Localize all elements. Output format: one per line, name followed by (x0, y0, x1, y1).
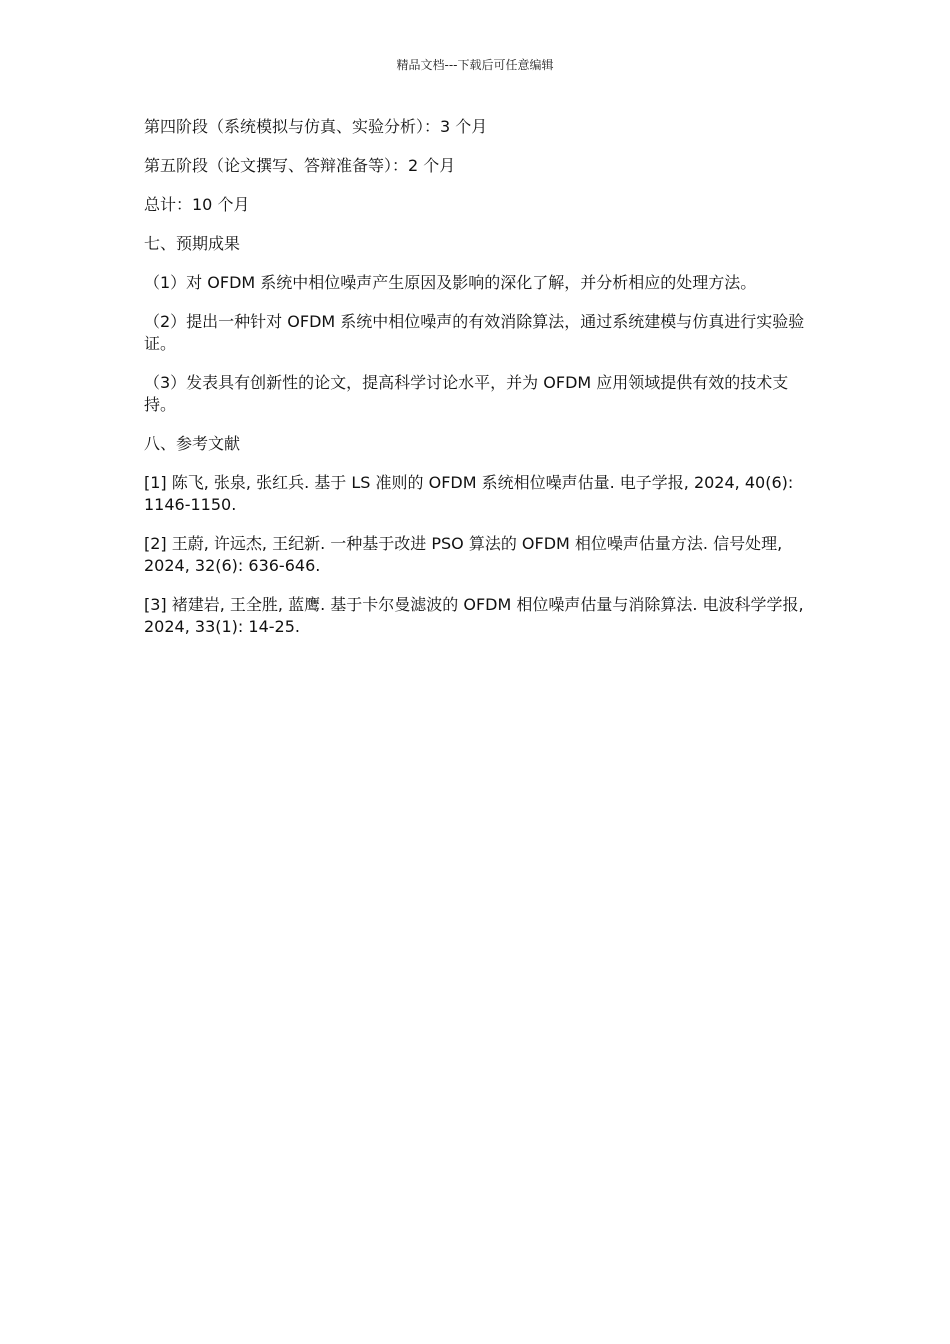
reference-item: [1] 陈飞, 张泉, 张红兵. 基于 LS 准则的 OFDM 系统相位噪声估量. 电子学报, 2024, 40(6): 1146-1150. (144, 473, 794, 514)
reference-item: [3] 褚建岩, 王全胜, 蓝鹰. 基于卡尔曼滤波的 OFDM 相位噪声估量与消除算法. 电波科学学报, 2024, 33(1): 14-25. (144, 595, 804, 636)
schedule-total: 总计：10 个月 (144, 195, 250, 214)
expected-result-item: （2）提出一种针对 OFDM 系统中相位噪声的有效消除算法，通过系统建模与仿真进行实验验证。 (144, 312, 805, 353)
section-heading-expected-results: 七、预期成果 (144, 234, 241, 253)
schedule-stage-five: 第五阶段（论文撰写、答辩准备等）：2 个月 (144, 156, 456, 175)
page-header: 精品文档---下载后可任意编辑 (396, 58, 554, 72)
expected-result-item: （3）发表具有创新性的论文，提高科学讨论水平，并为 OFDM 应用领域提供有效的技术支持。 (144, 373, 789, 414)
section-heading-references: 八、参考文献 (144, 434, 241, 453)
reference-item: [2] 王蔚, 许远杰, 王纪新. 一种基于改进 PSO 算法的 OFDM 相位噪声估量方法. 信号处理, 2024, 32(6): 636-646. (144, 534, 783, 575)
expected-result-item: （1）对 OFDM 系统中相位噪声产生原因及影响的深化了解，并分析相应的处理方法。 (144, 273, 757, 292)
schedule-stage-four: 第四阶段（系统模拟与仿真、实验分析）：3 个月 (144, 117, 488, 136)
document-body (144, 116, 809, 655)
